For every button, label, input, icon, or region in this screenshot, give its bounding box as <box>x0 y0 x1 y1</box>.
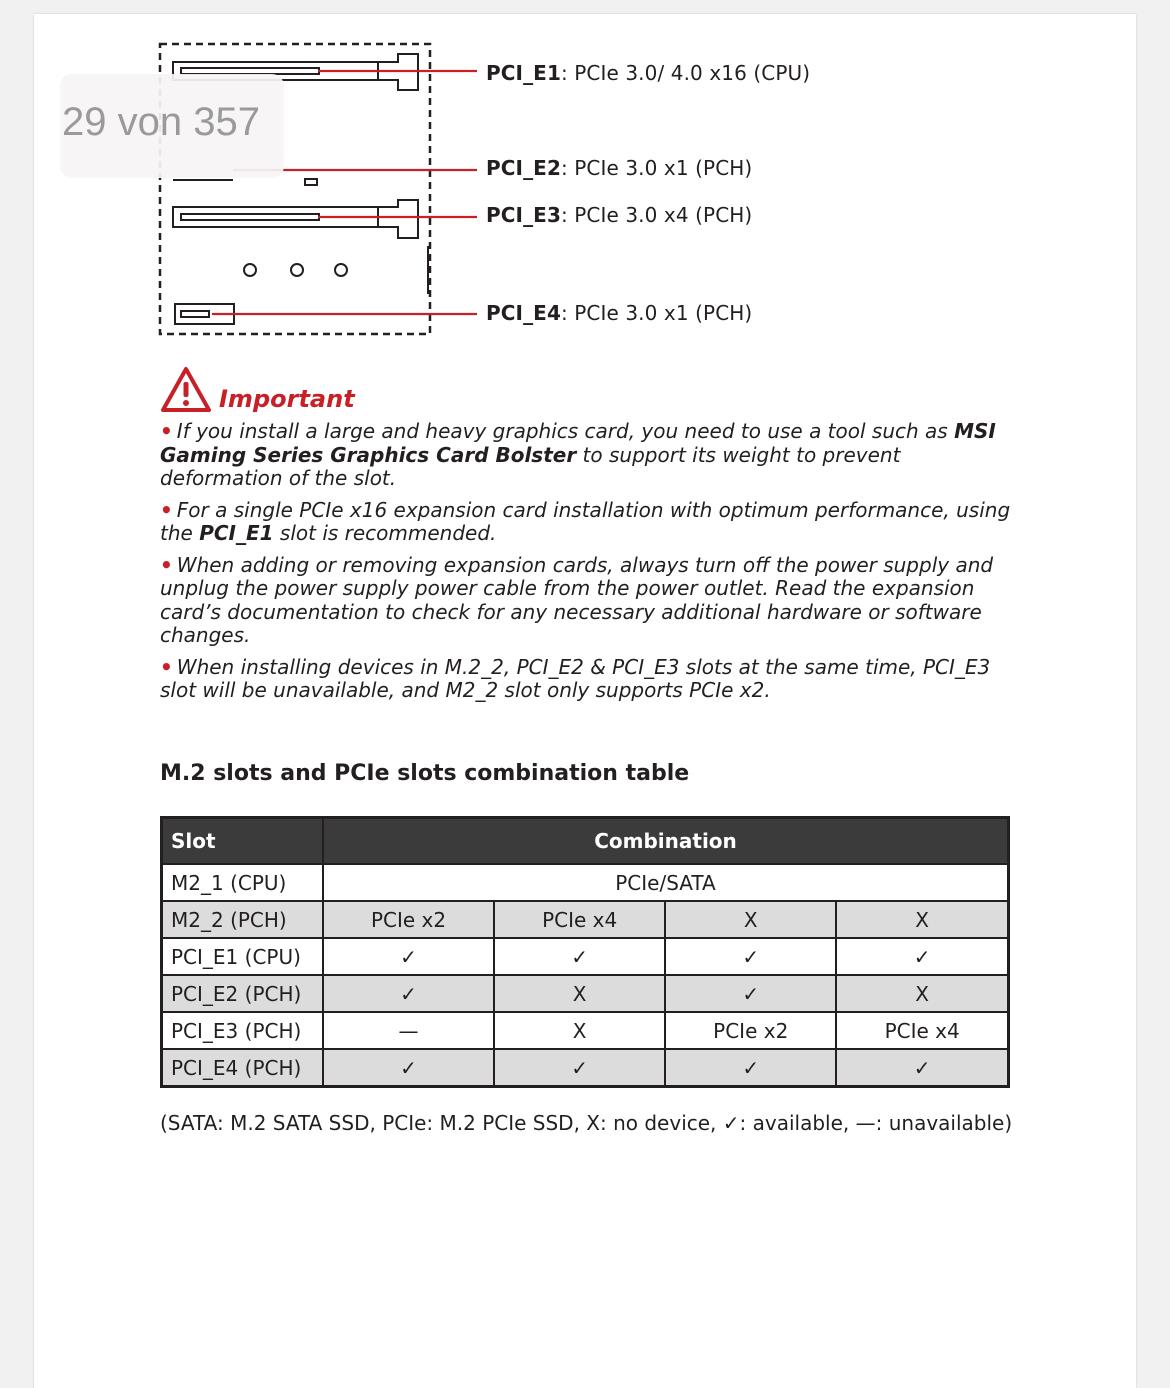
label-pci-e4: PCI_E4: PCIe 3.0 x1 (PCH) <box>486 301 753 325</box>
slot-cell: M2_1 (CPU) <box>162 864 324 901</box>
combination-table <box>160 816 1010 1088</box>
combo-cell: ✓ <box>494 1049 665 1087</box>
table-row <box>162 901 1009 938</box>
note-item: • When adding or removing expansion cards, always turn off the power supply and unplug the power supply power cable from the power outlet. Read the expansion card’s documentation to check for any necessary additional hardware or software changes. <box>160 552 994 647</box>
combo-cell: X <box>665 901 836 938</box>
combo-cell: PCIe x4 <box>494 901 665 938</box>
page-counter-overlay <box>60 74 284 178</box>
combo-cell: ✓ <box>323 938 494 975</box>
combo-cell: PCIe x4 <box>836 1012 1008 1049</box>
header-slot: Slot <box>162 818 324 865</box>
slot-cell: PCI_E2 (PCH) <box>162 975 324 1012</box>
note-item: • If you install a large and heavy graphics card, you need to use a tool such as MSI Gaming Series Graphics Card Bolster to support its weight to prevent deformation of the slot. <box>160 419 996 490</box>
combo-cell: PCIe/SATA <box>323 864 1009 901</box>
table-title: M.2 slots and PCIe slots combination table <box>160 761 690 786</box>
combo-cell: X <box>836 975 1008 1012</box>
table-row <box>162 1012 1009 1049</box>
important-notes <box>160 420 1015 711</box>
combo-cell: X <box>836 901 1008 938</box>
combo-cell: PCIe x2 <box>665 1012 836 1049</box>
combo-cell: ✓ <box>665 1049 836 1087</box>
combo-cell: ✓ <box>836 938 1008 975</box>
table-legend: (SATA: M.2 SATA SSD, PCIe: M.2 PCIe SSD, X: no device, ✓: available, —: unavailable) <box>160 1111 1013 1135</box>
slot-cell: PCI_E1 (CPU) <box>162 938 324 975</box>
combo-cell: ✓ <box>323 975 494 1012</box>
slot-pci-e3-shape <box>173 200 418 238</box>
page-counter-text: 29 von 357 <box>62 100 260 144</box>
combo-cell: — <box>323 1012 494 1049</box>
slot-cell: PCI_E3 (PCH) <box>162 1012 324 1049</box>
combo-cell: ✓ <box>665 938 836 975</box>
label-pci-e2: PCI_E2: PCIe 3.0 x1 (PCH) <box>486 156 753 180</box>
slot-cell: M2_2 (PCH) <box>162 901 324 938</box>
table-row <box>162 1049 1009 1087</box>
slot-cell: PCI_E4 (PCH) <box>162 1049 324 1087</box>
combo-cell: X <box>494 1012 665 1049</box>
label-pci-e1: PCI_E1: PCIe 3.0/ 4.0 x16 (CPU) <box>486 61 811 85</box>
combo-cell: ✓ <box>494 938 665 975</box>
standoff-holes <box>244 264 347 276</box>
header-combination: Combination <box>323 818 1009 865</box>
slot-pci-e2-shape <box>173 179 317 185</box>
combo-cell: ✓ <box>836 1049 1008 1087</box>
combo-cell: ✓ <box>323 1049 494 1087</box>
table-row <box>162 864 1009 901</box>
table-row <box>162 975 1009 1012</box>
combo-cell: X <box>494 975 665 1012</box>
label-pci-e3: PCI_E3: PCIe 3.0 x4 (PCH) <box>486 203 753 227</box>
note-item: • When installing devices in M.2_2, PCI_E2 & PCI_E3 slots at the same time, PCI_E3 slot will be unavailable, and M2_2 slot only supports PCIe x2. <box>160 654 991 702</box>
combo-cell: ✓ <box>665 975 836 1012</box>
warning-icon <box>160 366 212 414</box>
note-item: • For a single PCIe x16 expansion card installation with optimum performance, using the PCI_E1 slot is recommended. <box>160 497 1011 545</box>
combo-cell: PCIe x2 <box>323 901 494 938</box>
table-row <box>162 938 1009 975</box>
important-heading: Important <box>219 385 355 413</box>
table-header-row <box>162 818 1009 865</box>
